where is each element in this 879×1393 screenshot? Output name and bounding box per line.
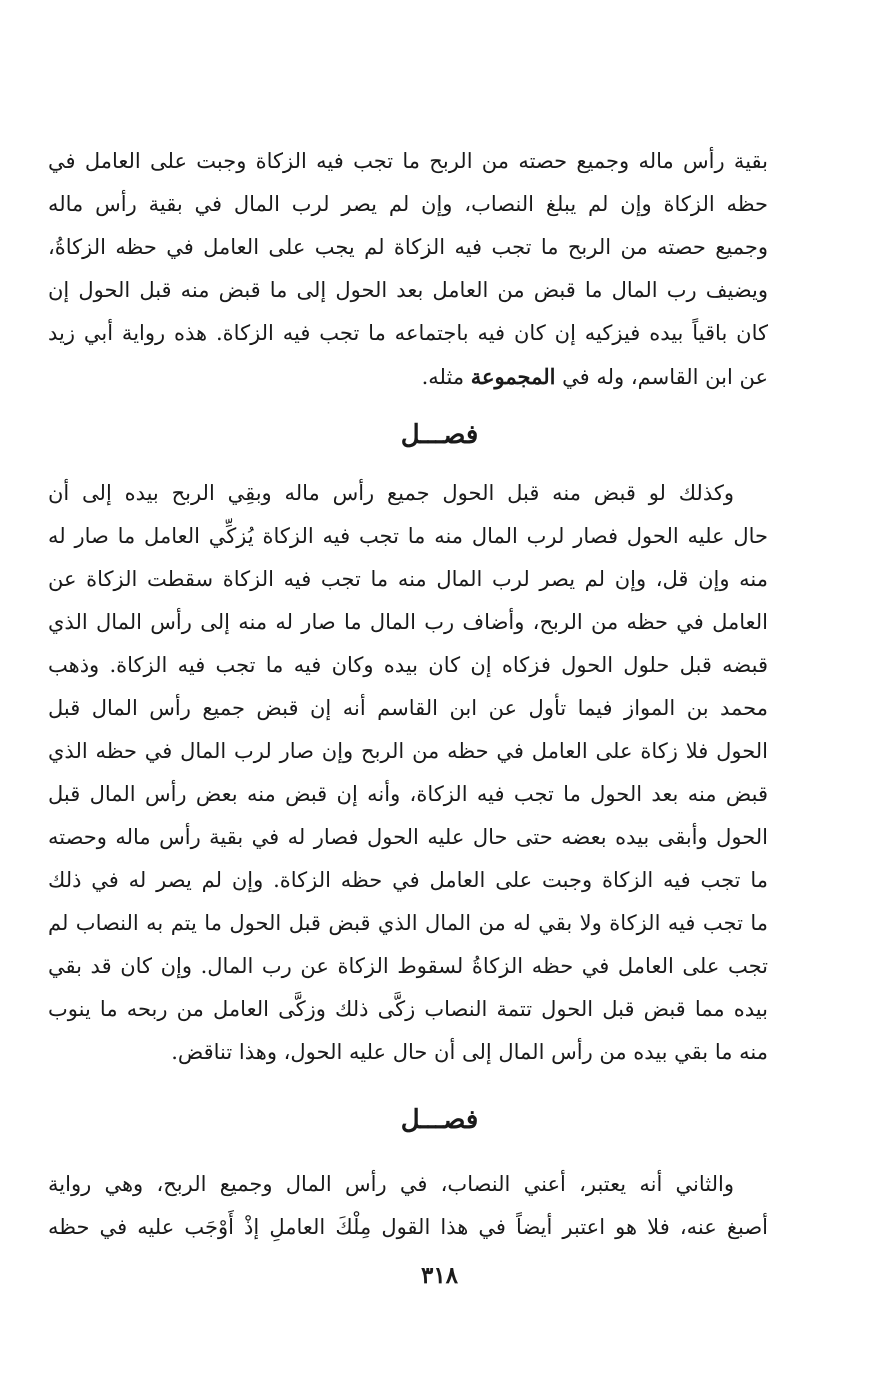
paragraph-2-line-1: وكذلك لو قبض منه قبل الحول جميع رأس ماله وبقِي الربح بيده إلى أن	[48, 481, 734, 505]
paragraph-2-line-6: محمد بن المواز فيما تأول عن ابن القاسم أنه إن قبض جميع رأس المال قبل	[48, 696, 768, 720]
section-heading-1: فصـــل	[400, 420, 479, 450]
paragraph-1-line-3: وجميع حصته من الربح ما تجب فيه الزكاة لم يجب على العامل في حظه الزكاةُ،	[48, 235, 768, 259]
paragraph-2-line-13: بيده مما قبض قبل الحول تتمة النصاب زكَّى ذلك وزكَّى العامل من ربحه ما ينوب	[48, 997, 768, 1021]
paragraph-3-line-1: والثاني أنه يعتبر، أعني النصاب، في رأس المال وجميع الربح، وهي رواية	[48, 1172, 734, 1196]
paragraph-2-line-3: منه وإن قل، وإن لم يصر لرب المال منه ما تجب فيه الزكاة سقطت الزكاة عن	[48, 567, 768, 591]
page-number: ٣١٨	[420, 1262, 459, 1289]
paragraph-2-line-8: قبض منه بعد الحول ما تجب فيه الزكاة، وأنه إن قبض منه بعض رأس المال قبل	[48, 782, 768, 806]
paragraph-2-line-5: قبضه قبل حلول الحول فزكاه إن كان بيده وكان فيه ما تجب فيه الزكاة. وذهب	[48, 653, 768, 677]
paragraph-1-line-6-end: مثله.	[421, 365, 471, 389]
paragraph-1	[48, 140, 768, 398]
section-heading-2: فصـــل	[400, 1105, 479, 1135]
paragraph-2-line-12: تجب على العامل في حظه الزكاةُ لسقوط الزكاة عن رب المال. وإن كان قد بقي	[48, 954, 768, 978]
paragraph-1-line-6	[48, 355, 768, 398]
paragraph-1-line-6-start: عن ابن القاسم، وله في	[555, 365, 768, 389]
paragraph-1-line-5: كان باقياً بيده فيزكيه إن كان فيه باجتماعه ما تجب فيه الزكاة. هذه رواية أبي زيد	[48, 321, 768, 345]
paragraph-2-line-7: الحول فلا زكاة على العامل في حظه من الربح وإن صار لرب المال في حظه الذي	[48, 739, 768, 763]
paragraph-2-line-9: الحول وأبقى بيده بعضه حتى حال عليه الحول فصار له في بقية رأس ماله وحصته	[48, 825, 768, 849]
paragraph-2	[48, 472, 768, 1074]
paragraph-1-line-1: بقية رأس ماله وجميع حصته من الربح ما تجب فيه الزكاة وجبت على العامل في	[48, 149, 768, 173]
paragraph-3-line-2: أصبغ عنه، فلا هو اعتبر أيضاً في هذا القول مِلْكَ العاملِ إذْ أَوْجَب عليه في حظه	[48, 1215, 768, 1239]
paragraph-2-line-11: ما تجب فيه الزكاة ولا بقي له من المال الذي قبض قبل الحول ما يتم به النصاب لم	[48, 911, 768, 935]
paragraph-1-line-2: حظه الزكاة وإن لم يبلغ النصاب، وإن لم يصر لرب المال في بقية رأس ماله	[48, 192, 768, 216]
paragraph-2-line-2: حال عليه الحول فصار لرب المال منه ما تجب فيه الزكاة يُزكِّي العامل ما صار له	[48, 524, 768, 548]
book-title-emphasis: المجموعة	[470, 364, 556, 389]
paragraph-2-line-10: ما تجب فيه الزكاة وجبت على العامل في حظه الزكاة. وإن لم يصر له في ذلك	[48, 868, 768, 892]
paragraph-3	[48, 1163, 768, 1249]
paragraph-2-line-4: العامل في حظه من الربح، وأضاف رب المال ما صار له منه إلى رأس المال الذي	[48, 610, 768, 634]
paragraph-1-line-4: ويضيف رب المال ما قبض من العامل بعد الحول إلى ما قبض منه قبل الحول إن	[48, 278, 768, 302]
paragraph-2-line-14: منه ما بقي بيده من رأس المال إلى أن حال عليه الحول، وهذا تناقض.	[171, 1040, 768, 1064]
